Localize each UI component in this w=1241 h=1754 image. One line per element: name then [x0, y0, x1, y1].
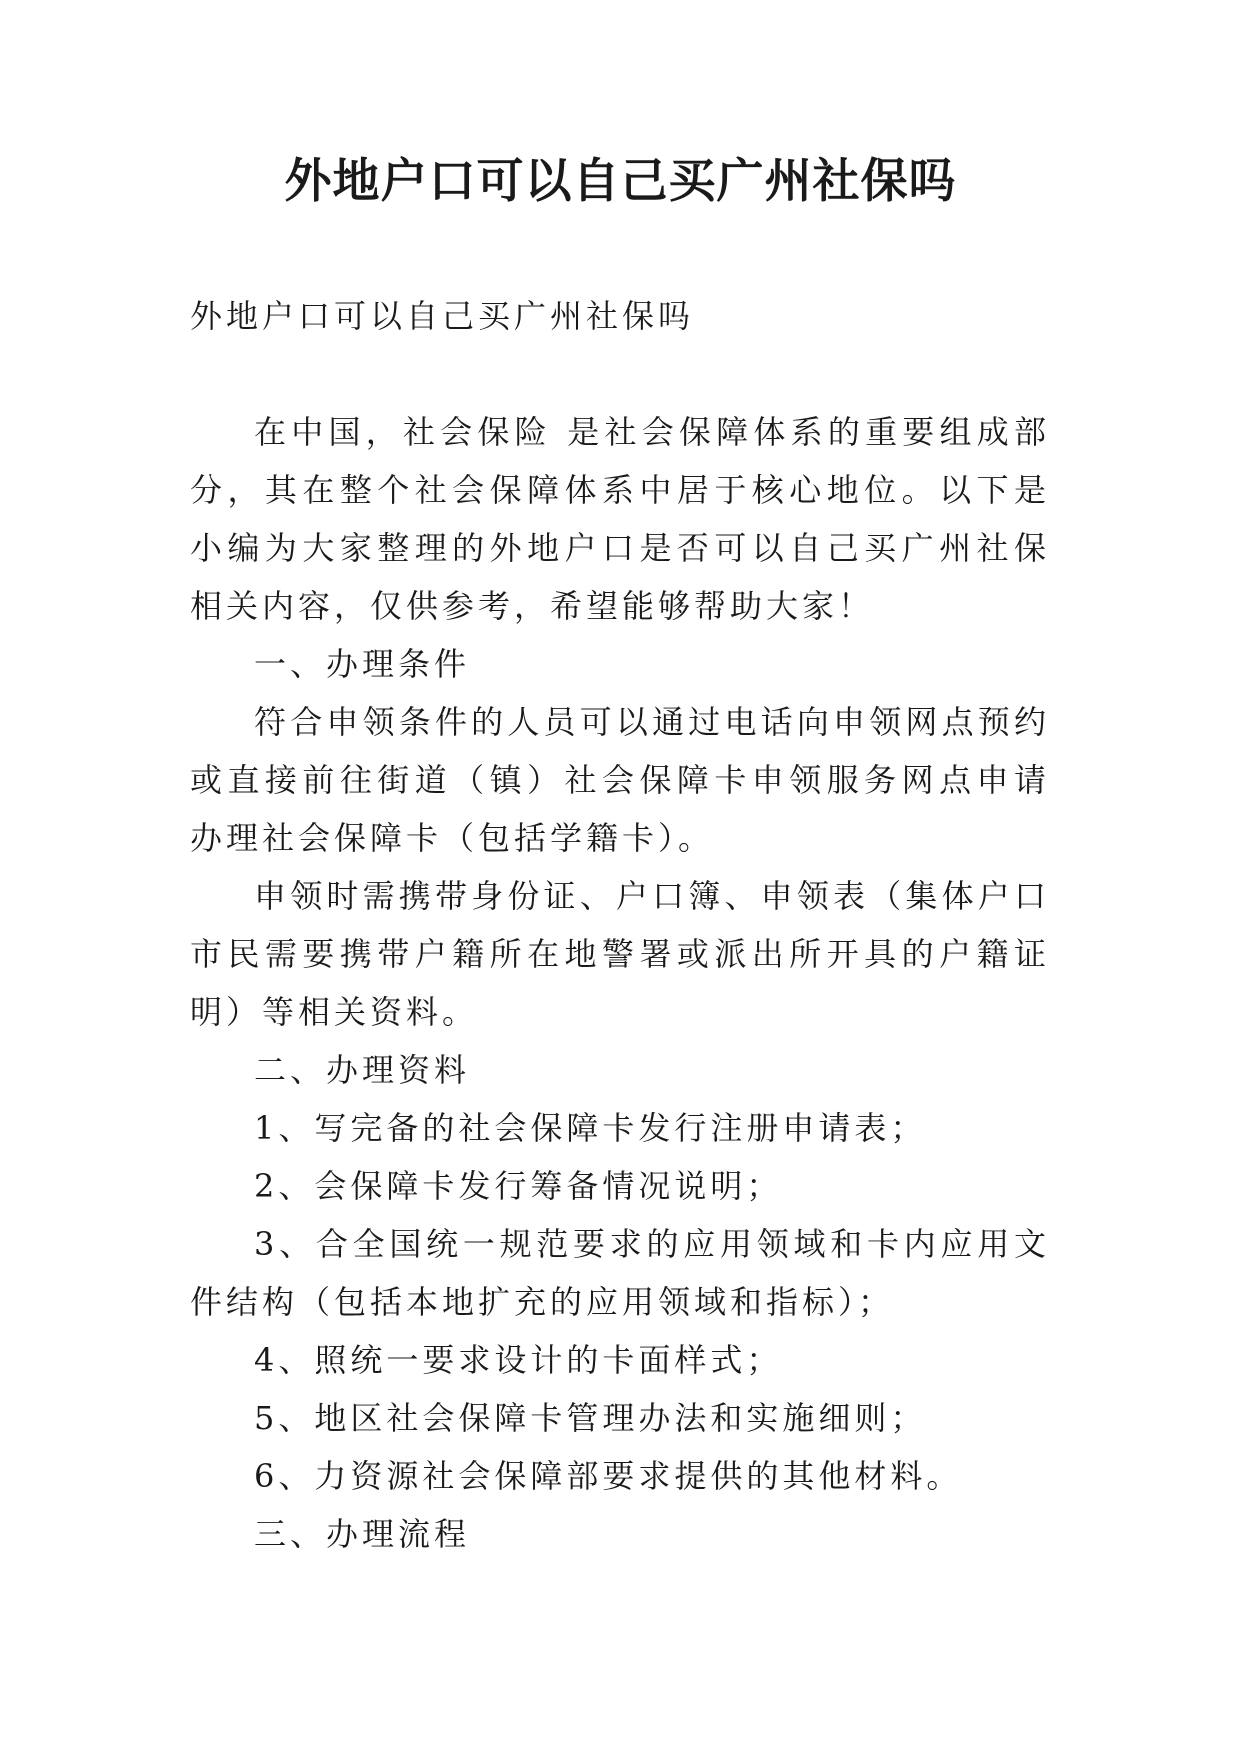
- document-subtitle: 外地户口可以自己买广州社保吗: [190, 297, 695, 335]
- section-heading-conditions: 一、办理条件: [254, 645, 471, 683]
- documents-required-paragraph: 申领时需携带身份证、户口簿、申领表（集体户口市民需要携带户籍所在地警署或派出所开具的户籍证明）等相关资料。: [190, 877, 1050, 1031]
- section-heading-process: 三、办理流程: [254, 1515, 471, 1553]
- materials-list-item: 2、会保障卡发行筹备情况说明；: [254, 1167, 783, 1205]
- section-heading-materials: 二、办理资料: [254, 1051, 471, 1089]
- materials-list-item: 4、照统一要求设计的卡面样式；: [254, 1341, 783, 1379]
- materials-list-item: 3、合全国统一规范要求的应用领域和卡内应用文件结构（包括本地扩充的应用领域和指标）；: [190, 1225, 1050, 1321]
- materials-list-item: 1、写完备的社会保障卡发行注册申请表；: [254, 1109, 927, 1147]
- intro-paragraph: 在中国，社会保险 是社会保障体系的重要组成部分，其在整个社会保障体系中居于核心地位。以下是小编为大家整理的外地户口是否可以自己买广州社保相关内容，仅供参考，希望能够帮助大家！: [190, 413, 1050, 625]
- document-title: 外地户口可以自己买广州社保吗: [284, 154, 957, 209]
- materials-list-item: 6、力资源社会保障部要求提供的其他材料。: [254, 1457, 963, 1495]
- document-body: [190, 287, 1050, 1563]
- conditions-paragraph: 符合申领条件的人员可以通过电话向申领网点预约或直接前往街道（镇）社会保障卡申领服务网点申请办理社会保障卡（包括学籍卡）。: [190, 703, 1050, 857]
- materials-list-item: 5、地区社会保障卡管理办法和实施细则；: [254, 1399, 927, 1437]
